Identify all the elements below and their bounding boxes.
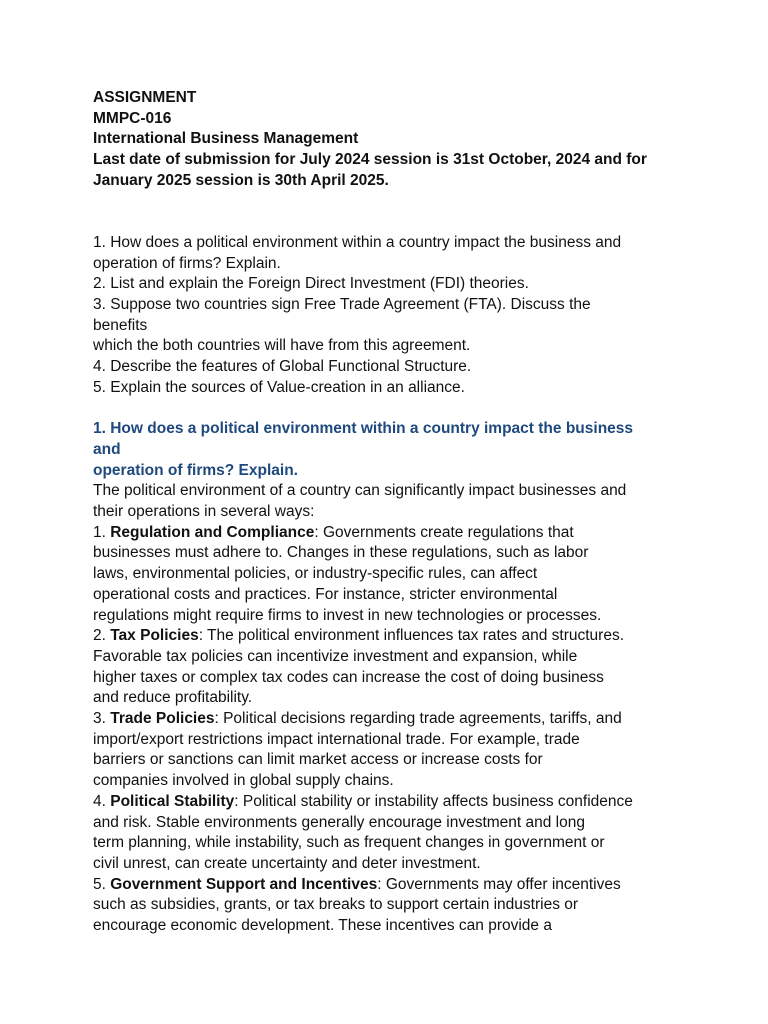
question-3-line-3: which the both countries will have from this agreement. — [93, 337, 471, 355]
question-5: 5. Explain the sources of Value-creation in an alliance. — [93, 378, 465, 396]
point-2-line-1 — [93, 626, 673, 647]
point-3-line-2: import/export restrictions impact international trade. For example, trade — [93, 730, 580, 748]
point-3-line-1 — [93, 709, 673, 730]
point-4-text: : Political stability or instability affects business confidence — [234, 792, 633, 810]
point-1-line-4: operational costs and practices. For instance, stricter environmental — [93, 585, 558, 603]
question-3-line-2: benefits — [93, 316, 148, 334]
point-3-line-4: companies involved in global supply chains. — [93, 772, 394, 790]
question-list — [93, 233, 673, 399]
point-4-number: 4. — [93, 792, 111, 810]
answer-heading-line-3: operation of firms? Explain. — [93, 461, 298, 479]
point-2-line-3: higher taxes or complex tax codes can increase the cost of doing business — [93, 668, 604, 686]
point-2-text: : The political environment influences tax rates and structures. — [198, 627, 625, 645]
point-5-line-1 — [93, 875, 673, 896]
point-2-title: Tax Policies — [110, 627, 199, 645]
point-2-number: 2. — [93, 627, 111, 645]
point-5-line-2: such as subsidies, grants, or tax breaks to support certain industries or — [93, 896, 579, 914]
course-code: MMPC-016 — [93, 109, 172, 127]
question-1-line-1: 1. How does a political environment within a country impact the business and — [93, 233, 622, 251]
point-1-title: Regulation and Compliance — [110, 523, 315, 541]
document-page — [93, 88, 673, 937]
point-3-text: : Political decisions regarding trade agreements, tariffs, and — [214, 710, 622, 728]
question-3-line-1: 3. Suppose two countries sign Free Trade Agreement (FTA). Discuss the — [93, 296, 591, 314]
assignment-title: ASSIGNMENT — [93, 89, 197, 106]
point-4-line-3: term planning, while instability, such as frequent changes in government or — [93, 834, 605, 852]
point-3-title: Trade Policies — [110, 710, 215, 728]
point-2-line-2: Favorable tax policies can incentivize investment and expansion, while — [93, 647, 578, 665]
point-1-line-1 — [93, 523, 673, 544]
point-4-line-1 — [93, 792, 673, 813]
question-1-line-2: operation of firms? Explain. — [93, 254, 281, 272]
spacer — [93, 192, 673, 233]
answer-heading-line-2: and — [93, 440, 121, 458]
assignment-header — [93, 88, 673, 192]
intro-line-2: their operations in several ways: — [93, 503, 315, 521]
course-name: International Business Management — [93, 130, 359, 148]
answer-heading-line-1: 1. How does a political environment within a country impact the business — [93, 420, 634, 438]
question-2: 2. List and explain the Foreign Direct Investment (FDI) theories. — [93, 275, 529, 293]
question-4: 4. Describe the features of Global Functional Structure. — [93, 358, 472, 376]
point-4-title: Political Stability — [110, 792, 235, 810]
point-1-line-5: regulations might require firms to invest in new technologies or processes. — [93, 606, 602, 624]
point-1-line-2: businesses must adhere to. Changes in these regulations, such as labor — [93, 544, 589, 562]
intro-line-1: The political environment of a country can significantly impact businesses and — [93, 482, 627, 500]
answer-section — [93, 419, 673, 937]
point-1-number: 1. — [93, 523, 111, 541]
point-1-text: : Governments create regulations that — [314, 523, 574, 541]
point-5-title: Government Support and Incentives — [110, 875, 378, 893]
point-3-line-3: barriers or sanctions can limit market access or increase costs for — [93, 751, 543, 769]
point-3-number: 3. — [93, 710, 111, 728]
point-2-line-4: and reduce profitability. — [93, 689, 253, 707]
submission-date-line-2: January 2025 session is 30th April 2025. — [93, 171, 389, 189]
point-4-line-2: and risk. Stable environments generally encourage investment and long — [93, 813, 585, 831]
point-5-line-3: encourage economic development. These incentives can provide a — [93, 917, 552, 935]
point-1-line-3: laws, environmental policies, or industry-specific rules, can affect — [93, 565, 538, 583]
point-4-line-4: civil unrest, can create uncertainty and deter investment. — [93, 854, 481, 872]
spacer — [93, 399, 673, 420]
point-5-text: : Governments may offer incentives — [377, 875, 621, 893]
point-5-number: 5. — [93, 875, 111, 893]
submission-date-line-1: Last date of submission for July 2024 session is 31st October, 2024 and for — [93, 151, 647, 169]
